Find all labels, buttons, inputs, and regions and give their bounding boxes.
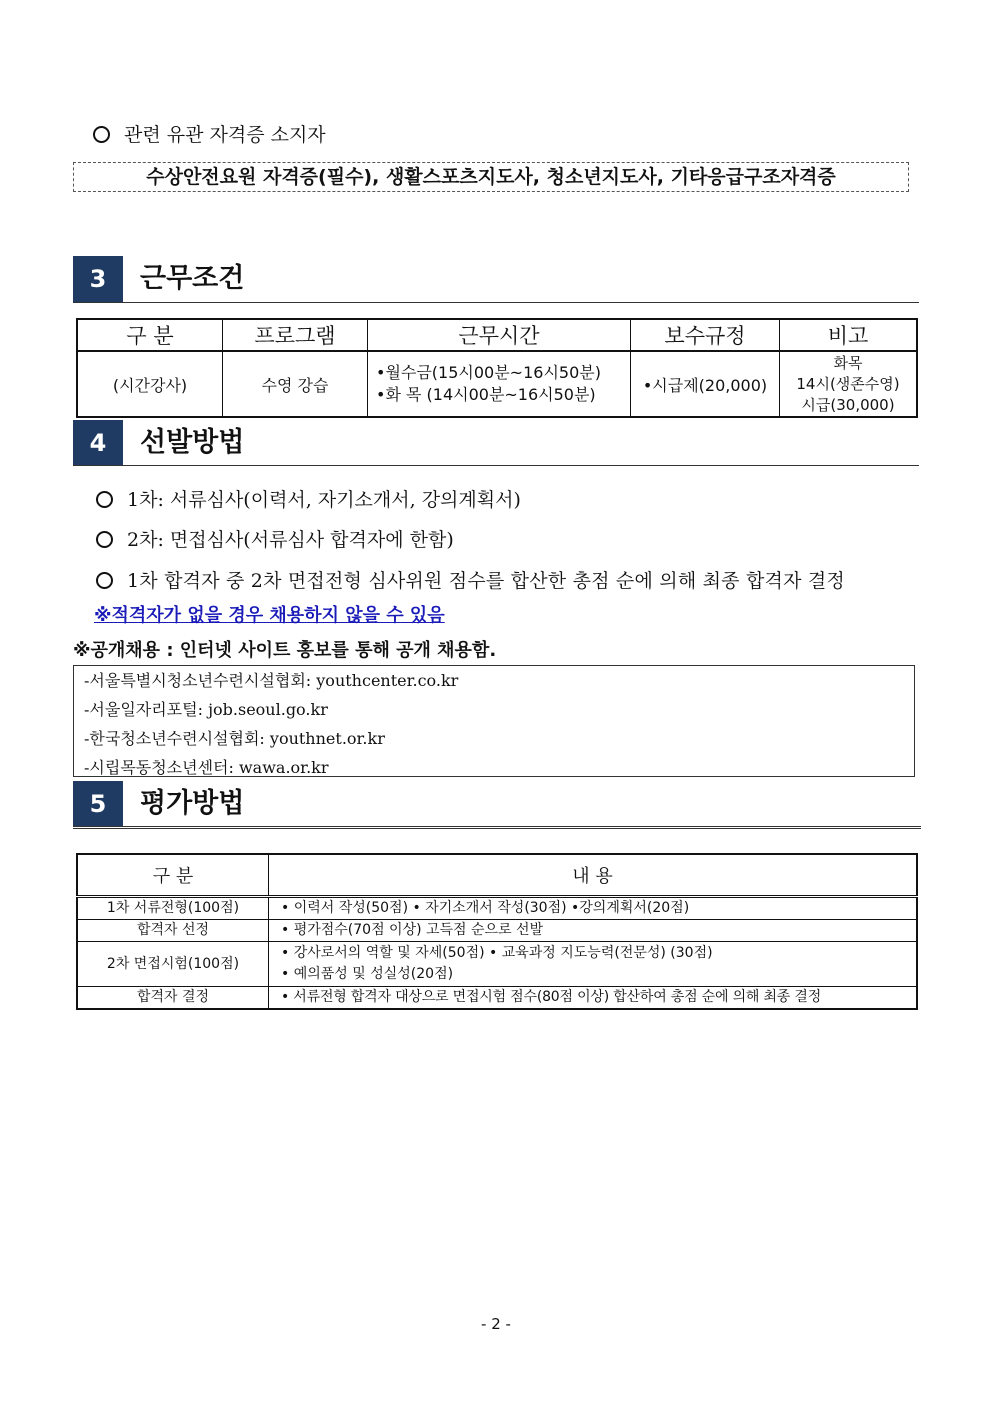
table-row	[77, 897, 917, 920]
selection-bullet	[96, 525, 454, 552]
remark-line: 14시(생존수영)	[796, 374, 900, 393]
selection-bullet	[96, 566, 845, 593]
circle-bullet-icon	[93, 126, 110, 143]
qualification-bullet	[93, 120, 326, 147]
table-row	[77, 351, 917, 417]
content-cell: • 평가점수(70점 이상) 고득점 순으로 선발	[269, 920, 918, 942]
certificate-box: 수상안전요원 자격증(필수), 생활스포츠지도사, 청소년지도사, 기타응급구조자격증	[73, 162, 909, 192]
no-hire-note: ※적격자가 없을 경우 채용하지 않을 수 있음	[94, 605, 445, 626]
content-line: • 예의품성 및 성실성(20점)	[281, 966, 454, 982]
table-header: 비고	[780, 319, 918, 351]
site-item: -한국청소년수련시설협회: youthnet.or.kr	[84, 729, 385, 748]
selection-bullet	[96, 485, 521, 512]
content-line: • 강사로서의 역할 및 자세(50점) • 교육과정 지도능력(전문성) (30점)	[281, 945, 713, 961]
table-header: 구 분	[77, 854, 269, 897]
hours-cell	[368, 351, 631, 417]
section-divider	[73, 826, 921, 829]
remark-line: 시급(30,000)	[801, 395, 895, 414]
hours-line: •화 목 (14시00분~16시50분)	[376, 385, 596, 404]
table-header-row	[77, 854, 917, 897]
selection-text: 1차: 서류심사(이력서, 자기소개서, 강의계획서)	[127, 489, 521, 511]
circle-bullet-icon	[96, 491, 113, 508]
table-header-row	[77, 319, 917, 351]
remark-cell	[780, 351, 918, 417]
public-recruit-note: ※공개채용 : 인터넷 사이트 홍보를 통해 공개 채용함.	[73, 640, 497, 661]
category-cell: (시간강사)	[77, 351, 223, 417]
section-number-3: 3	[73, 256, 123, 302]
section-number-5: 5	[73, 781, 123, 827]
section-divider	[73, 465, 919, 466]
section-title-4: 선발방법	[140, 427, 245, 458]
program-cell: 수영 강습	[223, 351, 368, 417]
section-divider	[73, 302, 919, 303]
work-conditions-table	[76, 318, 918, 418]
category-cell: 1차 서류전형(100점)	[77, 897, 269, 920]
site-item: -시립목동청소년센터: wawa.or.kr	[84, 758, 329, 777]
selection-text: 2차: 면접심사(서류심사 합격자에 한함)	[127, 529, 454, 551]
site-item: -서울특별시청소년수련시설협회: youthcenter.co.kr	[84, 671, 459, 690]
table-header: 보수규정	[631, 319, 780, 351]
remark-line: 화목	[833, 353, 863, 372]
recruit-sites-box	[73, 665, 915, 777]
table-row	[77, 920, 917, 942]
table-row	[77, 987, 917, 1010]
content-cell	[269, 942, 918, 987]
table-header: 구 분	[77, 319, 223, 351]
section-title-3: 근무조건	[140, 263, 245, 294]
category-cell: 합격자 선정	[77, 920, 269, 942]
pay-cell: •시급제(20,000)	[631, 351, 780, 417]
selection-text: 1차 합격자 중 2차 면접전형 심사위원 점수를 합산한 총점 순에 의해 최종 합격자 결정	[127, 570, 845, 592]
table-header: 근무시간	[368, 319, 631, 351]
site-item: -서울일자리포털: job.seoul.go.kr	[84, 700, 328, 719]
category-cell: 2차 면접시험(100점)	[77, 942, 269, 987]
circle-bullet-icon	[96, 531, 113, 548]
evaluation-table	[76, 853, 918, 1010]
table-header: 프로그램	[223, 319, 368, 351]
category-cell: 합격자 결정	[77, 987, 269, 1010]
section-number-4: 4	[73, 420, 123, 466]
qualification-text: 관련 유관 자격증 소지자	[124, 124, 326, 146]
section-title-5: 평가방법	[140, 788, 245, 819]
table-header: 내 용	[269, 854, 918, 897]
table-row	[77, 942, 917, 987]
hours-line: •월수금(15시00분~16시50분)	[376, 363, 601, 382]
circle-bullet-icon	[96, 572, 113, 589]
content-cell: • 서류전형 합격자 대상으로 면접시험 점수(80점 이상) 합산하여 총점 순에 의해 최종 결정	[269, 987, 918, 1010]
page-number: - 2 -	[481, 1315, 511, 1333]
content-cell: • 이력서 작성(50점) • 자기소개서 작성(30점) •강의계획서(20점)	[269, 897, 918, 920]
